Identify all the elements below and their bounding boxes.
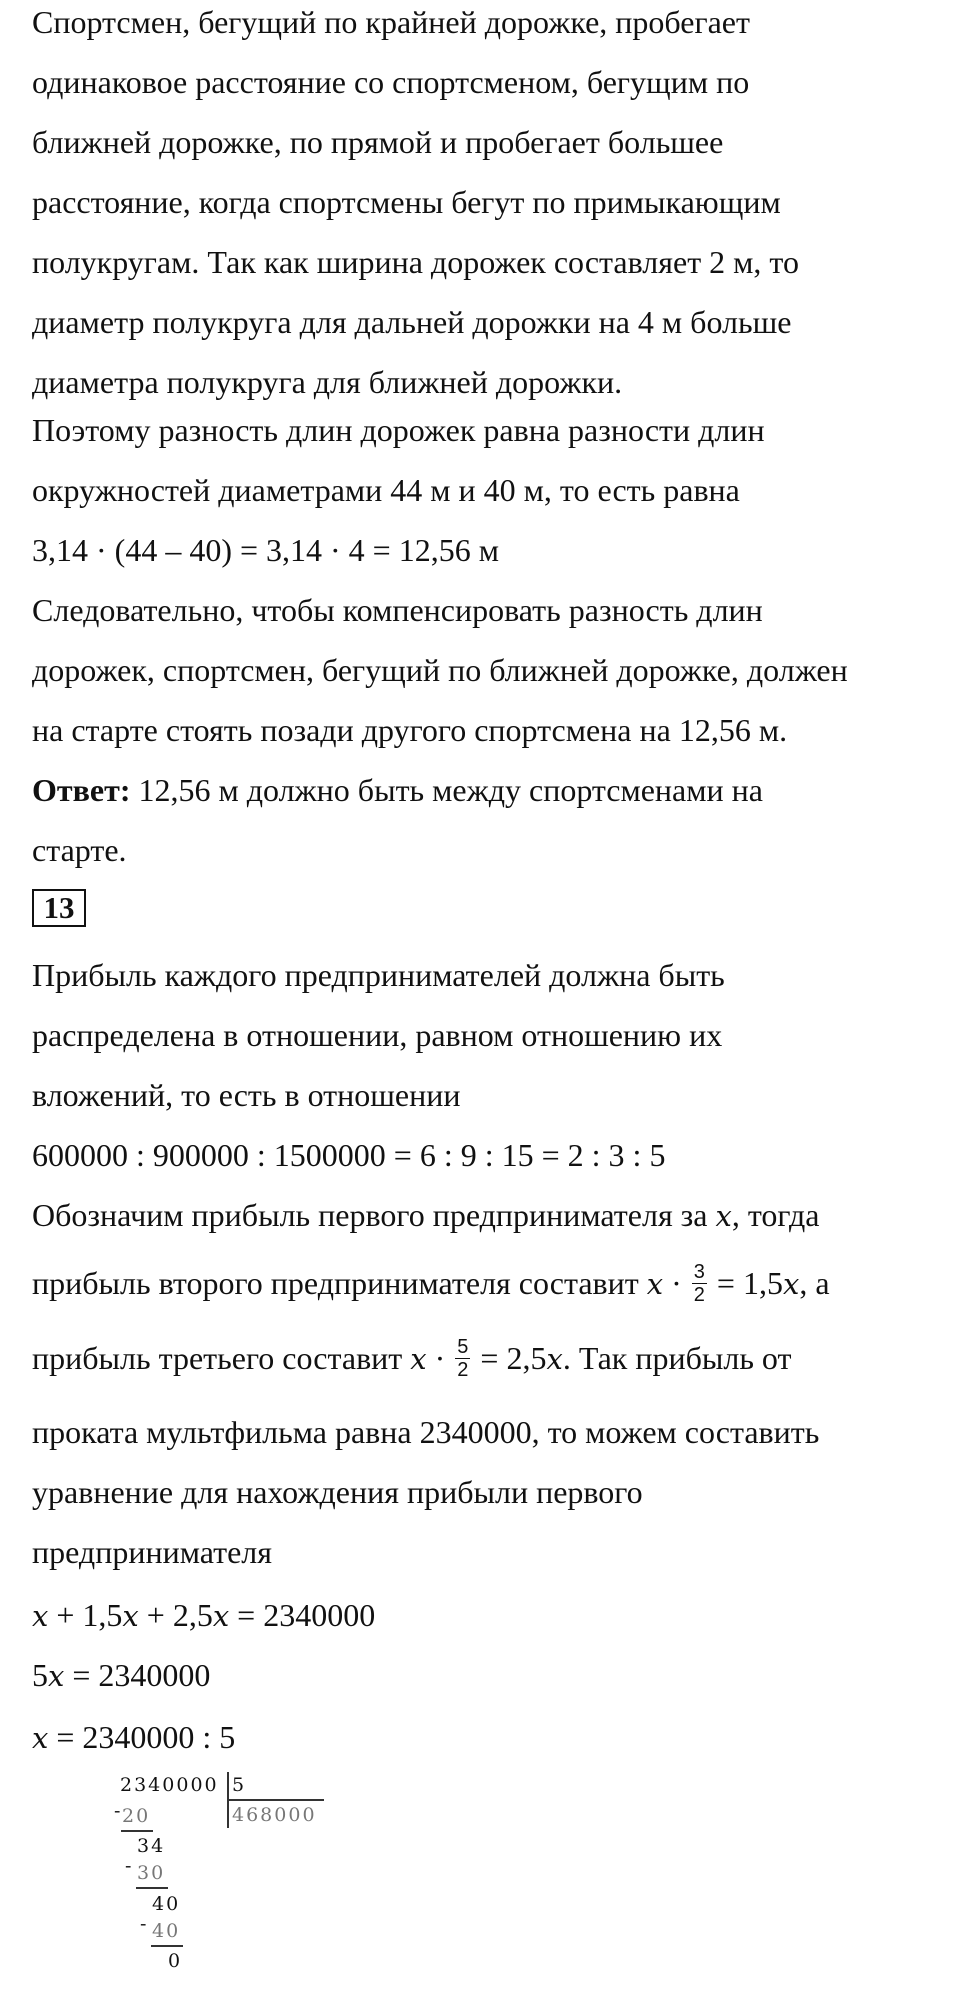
text-span: . Так прибыль от	[562, 1340, 792, 1376]
text-span: ·	[426, 1340, 454, 1376]
text-span: = 2340000	[229, 1597, 376, 1633]
math-var: x	[122, 1599, 139, 1633]
division-step: 34	[137, 1835, 166, 1857]
denote-line	[32, 1195, 819, 1236]
text-line: предпринимателя	[32, 1534, 272, 1570]
math-var: x	[782, 1267, 800, 1301]
division-bracket-horizontal	[228, 1799, 324, 1801]
minus-sign: -	[140, 1913, 149, 1935]
math-var: x	[715, 1199, 732, 1233]
text-span: = 1,5	[708, 1265, 783, 1301]
text-span: = 2340000	[64, 1657, 211, 1693]
division-step-line	[136, 1887, 168, 1889]
answer-label: Ответ:	[32, 772, 131, 808]
text-span: , а	[799, 1265, 830, 1301]
division-bracket-vertical	[227, 1772, 229, 1828]
text-span: ·	[663, 1265, 690, 1301]
text-line: одинаковое расстояние со спортсменом, бегущим по	[32, 64, 750, 100]
text-line: диаметра полукруга для ближней дорожки.	[32, 364, 623, 400]
answer-line-2: старте.	[32, 832, 127, 868]
text-line: Следовательно, чтобы компенсировать разность длин	[32, 592, 763, 628]
formula-line: 3,14 · (44 – 40) = 3,14 · 4 = 12,56 м	[32, 532, 499, 568]
text-line: проката мультфильма равна 2340000, то можем составить	[32, 1414, 820, 1450]
ratio-formula: 600000 : 900000 : 1500000 = 6 : 9 : 15 = 2 : 3 : 5	[32, 1137, 666, 1173]
text-line: окружностей диаметрами 44 м и 40 м, то есть равна	[32, 472, 740, 508]
fraction-numerator: 5	[457, 1336, 469, 1359]
text-line: на старте стоять позади другого спортсмена на 12,56 м.	[32, 712, 788, 748]
division-step-line	[151, 1945, 183, 1947]
text-line: полукругам. Так как ширина дорожек составляет 2 м, то	[32, 244, 799, 280]
math-var: x	[646, 1267, 664, 1301]
text-span: = 2340000 : 5	[48, 1719, 236, 1755]
text-line: расстояние, когда спортсмены бегут по примыкающим	[32, 184, 781, 220]
text-line: распределена в отношении, равном отношению их	[32, 1017, 723, 1053]
text-line: диаметр полукруга для дальней дорожки на 4 м больше	[32, 304, 792, 340]
fraction-denominator: 2	[693, 1284, 705, 1307]
division-step: 30	[137, 1862, 166, 1884]
text-line: уравнение для нахождения прибыли первого	[32, 1474, 643, 1510]
math-var: x	[410, 1342, 427, 1376]
equation-2	[32, 1655, 210, 1696]
fraction	[455, 1336, 470, 1381]
math-var: x	[32, 1721, 49, 1755]
division-remainder: 0	[168, 1950, 183, 1972]
minus-sign: -	[125, 1855, 134, 1877]
math-var: x	[212, 1599, 230, 1633]
text-span: + 1,5	[48, 1597, 123, 1633]
text-line: ближней дорожке, по прямой и пробегает большее	[32, 124, 724, 160]
math-var: x	[48, 1659, 65, 1693]
text-span: + 2,5	[138, 1597, 213, 1633]
third-share-line	[32, 1338, 791, 1384]
text-line: вложений, то есть в отношении	[32, 1077, 461, 1113]
text-span: , тогда	[731, 1197, 820, 1233]
equation-3	[32, 1717, 235, 1758]
equation-1	[32, 1595, 375, 1636]
text-span: = 2,5	[472, 1340, 547, 1376]
answer-line	[32, 770, 763, 810]
second-share-line	[32, 1263, 830, 1309]
text-line: Прибыль каждого предпринимателей должна быть	[32, 957, 725, 993]
fraction-numerator: 3	[693, 1261, 705, 1284]
math-var: x	[546, 1342, 563, 1376]
text-span: Обозначим прибыль первого предпринимателя за	[32, 1197, 716, 1233]
text-span: 5	[32, 1657, 48, 1693]
text-span: прибыль третьего составит	[32, 1340, 411, 1376]
division-dividend: 2340000	[120, 1774, 219, 1796]
fraction	[692, 1261, 707, 1306]
division-step-line	[121, 1830, 153, 1832]
task-number-box: 13	[32, 889, 86, 927]
math-var: x	[32, 1599, 49, 1633]
division-step: 40	[152, 1893, 181, 1915]
answer-text: 12,56 м должно быть между спортсменами на	[130, 772, 763, 808]
division-quotient: 468000	[232, 1804, 317, 1826]
text-line: дорожек, спортсмен, бегущий по ближней дорожке, должен	[32, 652, 848, 688]
division-divisor: 5	[232, 1774, 247, 1796]
text-line: Поэтому разность длин дорожек равна разности длин	[32, 412, 765, 448]
division-step: 40	[152, 1920, 181, 1942]
text-span: прибыль второго предпринимателя составит	[32, 1265, 647, 1301]
division-step: 20	[122, 1805, 151, 1827]
minus-sign: -	[114, 1800, 123, 1822]
fraction-denominator: 2	[457, 1359, 469, 1382]
text-line: Спортсмен, бегущий по крайней дорожке, пробегает	[32, 4, 750, 40]
